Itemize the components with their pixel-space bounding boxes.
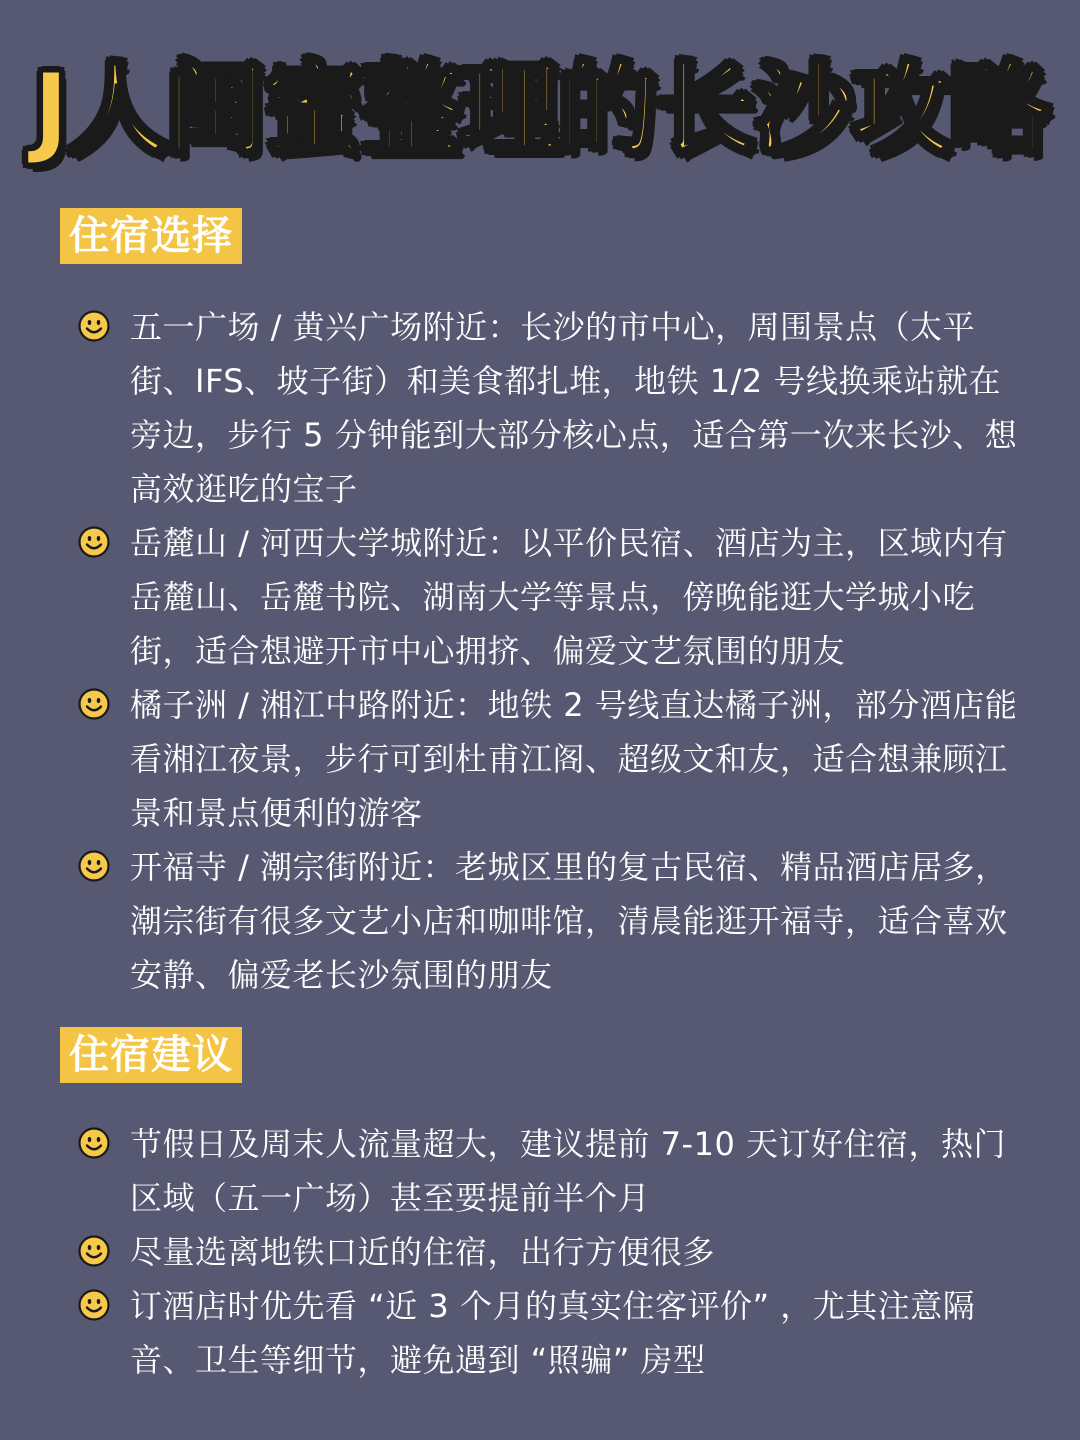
list-item-text: 订酒店时优先看 “近 3 个月的真实住客评价” ，尤其注意隔音、卫生等细节，避免遇到 “照骗” 房型	[130, 1287, 976, 1379]
list-item-text: 尽量选离地铁口近的住宿，出行方便很多	[130, 1233, 716, 1271]
list-item-text: 节假日及周末人流量超大，建议提前 7-10 天订好住宿，热门区域（五一广场）甚至要提前半个月	[130, 1125, 1006, 1217]
list-item-text: 岳麓山 / 河西大学城附近：以平价民宿、酒店为主，区域内有岳麓山、岳麓书院、湖南大学等景点，傍晚能逛大学城小吃街，适合想避开市中心拥挤、偏爱文艺氛围的朋友	[130, 524, 1008, 670]
smiley-face-icon	[78, 850, 110, 882]
accommodation-choice-list	[78, 300, 1018, 1002]
list-item	[78, 1279, 1018, 1387]
section-heading-accommodation-choice: 住宿选择	[60, 208, 242, 264]
list-item	[78, 840, 1018, 1002]
list-item	[78, 1225, 1018, 1279]
page-title: J人闺蜜整理的长沙攻略	[32, 51, 1048, 168]
accommodation-advice-list	[78, 1117, 1018, 1387]
smiley-face-icon	[78, 310, 110, 342]
smiley-face-icon	[78, 1289, 110, 1321]
list-item-text: 橘子洲 / 湘江中路附近：地铁 2 号线直达橘子洲，部分酒店能看湘江夜景，步行可到杜甫江阁、超级文和友，适合想兼顾江景和景点便利的游客	[130, 686, 1018, 832]
smiley-face-icon	[78, 526, 110, 558]
smiley-face-icon	[78, 1235, 110, 1267]
list-item-text: 开福寺 / 潮宗街附近：老城区里的复古民宿、精品酒店居多，潮宗街有很多文艺小店和咖啡馆，清晨能逛开福寺，适合喜欢安静、偏爱老长沙氛围的朋友	[130, 848, 1008, 994]
list-item	[78, 1117, 1018, 1225]
list-item-text: 五一广场 / 黄兴广场附近：长沙的市中心，周围景点（太平街、IFS、坡子街）和美食都扎堆，地铁 1/2 号线换乘站就在旁边，步行 5 分钟能到大部分核心点，适合第一次来长沙、想高效逛吃的宝子	[130, 308, 1018, 508]
list-item	[78, 300, 1018, 516]
section-heading-accommodation-advice: 住宿建议	[60, 1027, 242, 1083]
list-item	[78, 678, 1018, 840]
smiley-face-icon	[78, 1127, 110, 1159]
smiley-face-icon	[78, 688, 110, 720]
list-item	[78, 516, 1018, 678]
